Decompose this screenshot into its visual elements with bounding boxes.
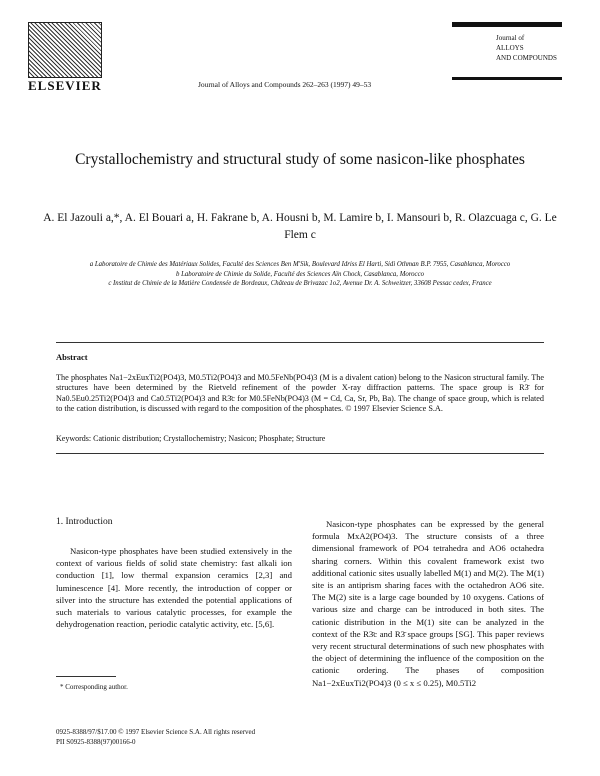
left-column-paragraph: Nasicon-type phosphates have been studied extensively in the context of various fields of solid state chemistry: fast alkali ion conduction [1], low thermal expansion ceramics [2,3] and luminescence [4]. More recently, the introduction of copper or silver into the structure has extended the potential applications of such materials to various catalytic processes, for example the dehydrogenation reaction, periodic catalytic activity, etc. [5,6].: [56, 546, 292, 630]
publisher-name: ELSEVIER: [28, 78, 102, 93]
copyright-codes: [56, 727, 255, 747]
journal-logo-bar-bottom: [452, 77, 562, 80]
journal-logo-box: [452, 22, 562, 84]
author-list: A. El Jazouli a,*, A. El Bouari a, H. Fakrane b, A. Housni b, M. Lamire b, I. Mansouri b, R. Olazcuaga c, G. Le Flem c: [43, 212, 557, 241]
journal-logo-line-1: Journal of: [496, 34, 525, 42]
abstract-heading: Abstract: [56, 352, 88, 362]
elsevier-tree-logo: [28, 22, 102, 78]
divider-top: [56, 342, 544, 343]
article-title: Crystallochemistry and structural study of some nasicon-like phosphates: [75, 151, 525, 168]
affiliations: [60, 260, 540, 289]
footnote: * Corresponding author.: [60, 683, 128, 691]
left-column-text: [56, 545, 292, 630]
affiliation-a: a Laboratoire de Chimie des Matériaux Solides, Faculté des Sciences Ben M'Sik, Boulevard Idriss El Harti, Sidi Othman B.P. 7955, Casablanca, Morocco: [89, 261, 511, 268]
footnote-divider: [56, 676, 116, 677]
right-column-paragraph: Nasicon-type phosphates can be expressed by the general formula MxA2(PO4)3. The structure consists of a three dimensional framework of PO4 tetrahedra and AO6 octahedra sharing corners. Within this covalent framework exist two additional cationic sites usually labelled M(1) and M(2). The M(1) site is an antiprism sharing faces with the octahedron AO6 site. The M(2) site is a large cage bounded by 10 oxygens. Cations of various size and charge can be introduced in both sites. The cationic distribution in the M(1) site can be analyzed in the context of the R3̄c and R3̄ space groups [SG]. This paper reviews very recent structural determinations of such new phosphates with the object of determining the influence of the composition on the cationic ordering. The phases of composition Na1−2xEuxTi2(PO4)3 (0 ≤ x ≤ 0.25), M0.5Ti2: [312, 519, 544, 688]
right-column-text: [312, 518, 544, 689]
keywords: Keywords: Cationic distribution; Crystallochemistry; Nasicon; Phosphate; Structure: [56, 434, 326, 443]
pii-line: PII S0925-8388(97)00166-0: [56, 738, 136, 746]
affiliation-b: b Laboratoire de Chimie du Solide, Faculté des Sciences Aïn Chock, Casablanca, Morocco: [176, 270, 424, 278]
journal-reference: Journal of Alloys and Compounds 262–263 (1997) 49–53: [198, 80, 372, 89]
journal-logo-bar-top: [452, 22, 562, 27]
journal-logo-line-2: ALLOYS: [496, 44, 524, 52]
issn-line: 0925-8388/97/$17.00 © 1997 Elsevier Science S.A. All rights reserved: [56, 728, 256, 736]
divider-bottom: [56, 453, 544, 454]
section-heading: 1. Introduction: [56, 517, 113, 527]
abstract-body: The phosphates Na1−2xEuxTi2(PO4)3, M0.5Ti2(PO4)3 and M0.5FeNb(PO4)3 (M is a divalent cation) belong to the Nasicon structural family. The structures have been determined by the Rietveld refinement of the powder X-ray diffraction patterns. The space group is R3̄ for Na0.5Eu0.25Ti2(PO4)3 and Ca0.5Ti2(PO4)3 and R3̄c for M0.5FeNb(PO4)3 (M = Cd, Ca, Sr, Pb, Ba). The change of space group, which is related to the cation distribution, is discussed with regard to the composition of the phosphates. © 1997 Elsevier Science S.A.: [56, 373, 544, 414]
affiliation-c: c Institut de Chimie de la Matière Condensée de Bordeaux, Château de Brivazac 1o2, Avenue Dr. A. Schweitzer, 33608 Pessac cedex, France: [108, 280, 492, 287]
journal-logo-line-3: AND COMPOUNDS: [496, 54, 557, 62]
